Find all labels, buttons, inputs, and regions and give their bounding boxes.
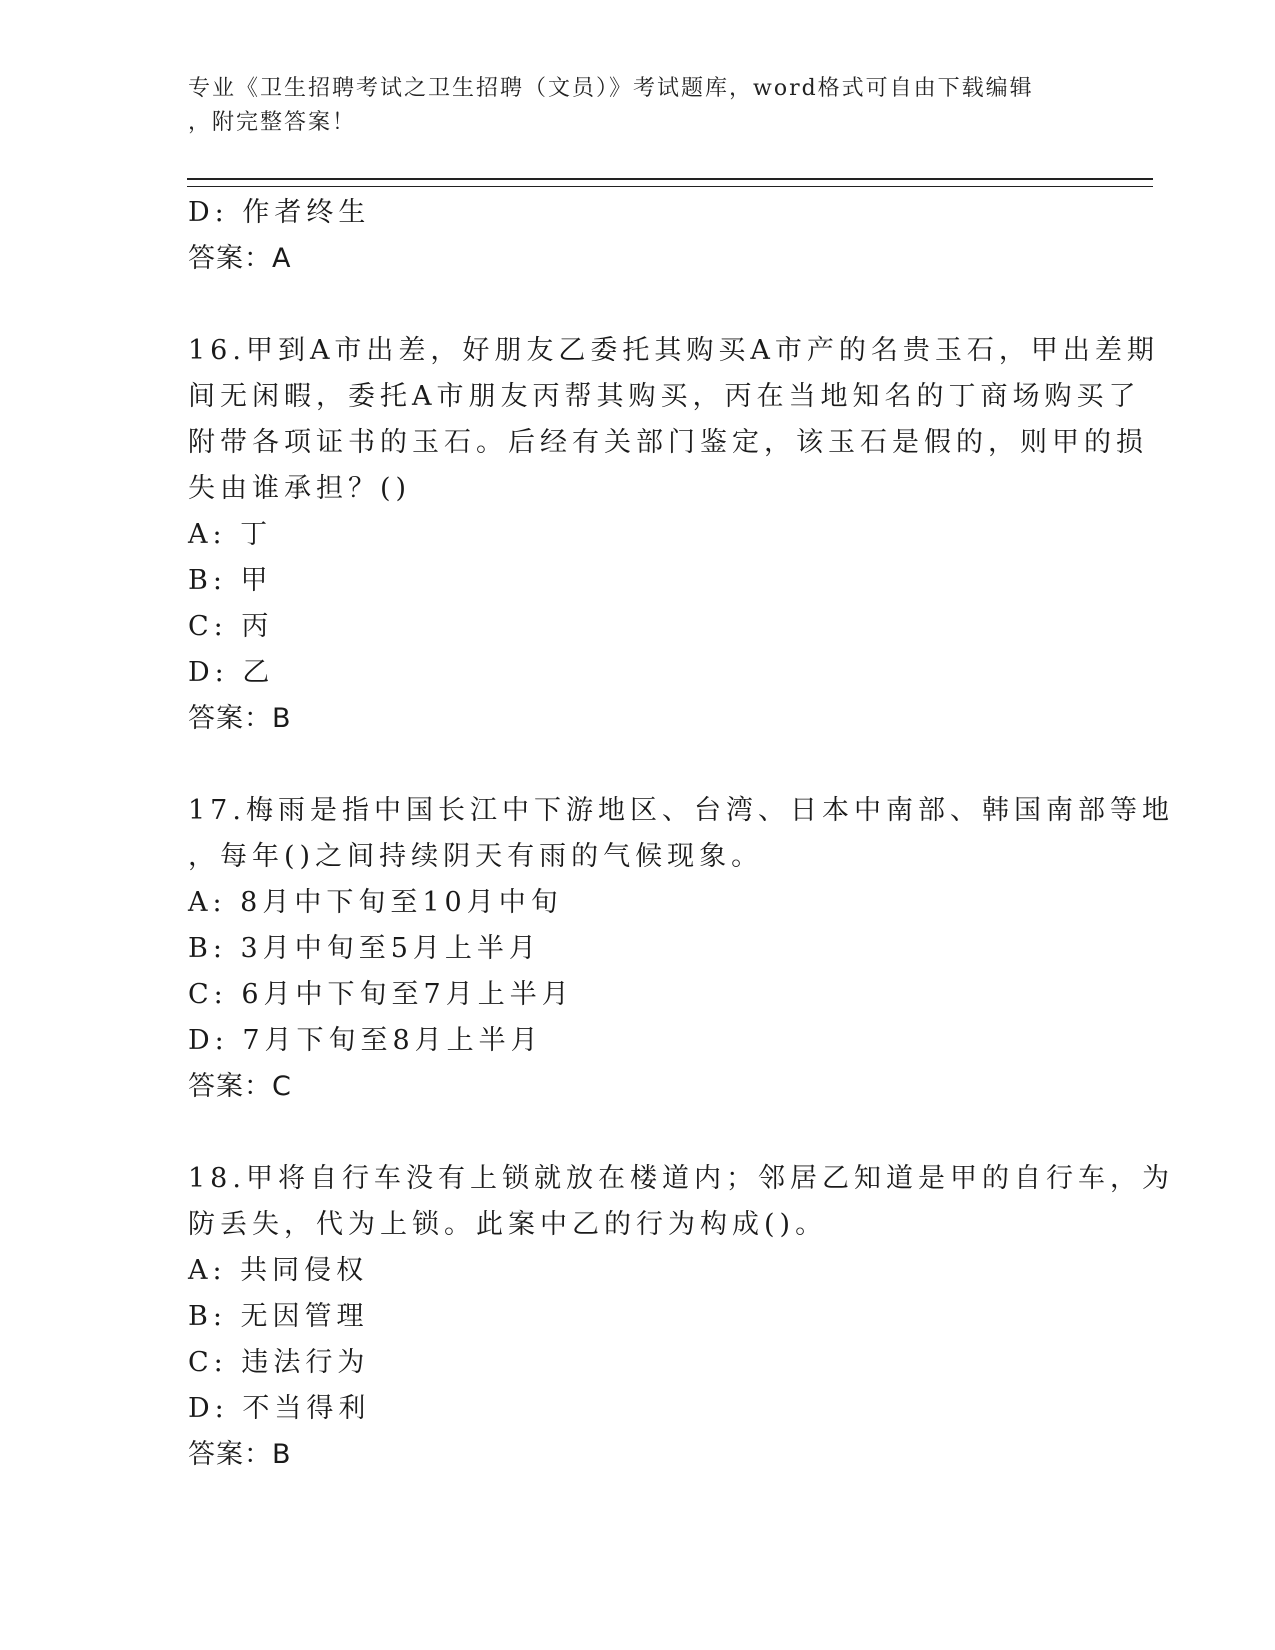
option-b: B: 甲: [188, 565, 273, 596]
header-line-2: ，附完整答案！: [188, 110, 357, 135]
option-d: D: 7月下旬至8月上半月: [188, 1025, 543, 1056]
option-c: C: 丙: [188, 611, 274, 642]
stem-line: 17.梅雨是指中国长江中下游地区、台湾、日本中南部、韩国南部等地: [188, 795, 1174, 826]
answer-line: 答案：C: [188, 1071, 292, 1102]
option-c: C: 6月中下旬至7月上半月: [188, 979, 574, 1010]
stem-line: 附带各项证书的玉石。后经有关部门鉴定，该玉石是假的，则甲的损: [188, 427, 1148, 458]
question-stem: [188, 328, 1159, 512]
stem-line: 间无闲暇，委托A市朋友丙帮其购买，丙在当地知名的丁商场购买了: [188, 381, 1141, 412]
header-double-rule: [187, 178, 1153, 187]
option-d: D: 作者终生: [188, 197, 371, 228]
option-c: C: 违法行为: [188, 1347, 370, 1378]
stem-line: ，每年()之间持续阴天有雨的气候现象。: [188, 841, 764, 872]
question-18: [188, 1156, 1174, 1478]
page-header: [188, 72, 1068, 140]
stem-line: 18.甲将自行车没有上锁就放在楼道内；邻居乙知道是甲的自行车，为: [188, 1163, 1174, 1194]
option-d: D: 不当得利: [188, 1393, 371, 1424]
stem-line: 16.甲到A市出差，好朋友乙委托其购买A市产的名贵玉石，甲出差期: [188, 335, 1159, 366]
question-16: [188, 328, 1159, 742]
answer-line: 答案：B: [188, 703, 292, 734]
answer-line: 答案：B: [188, 1439, 292, 1470]
question-stem: [188, 788, 1174, 880]
option-a: A: 丁: [188, 519, 273, 550]
option-a: A: 共同侵权: [188, 1255, 369, 1286]
header-line-1: 专业《卫生招聘考试之卫生招聘（文员）》考试题库，word格式可自由下载编辑: [188, 76, 1034, 101]
previous-question-tail: [188, 190, 1088, 282]
stem-line: 防丢失，代为上锁。此案中乙的行为构成()。: [188, 1209, 828, 1240]
option-a: A: 8月中下旬至10月中旬: [188, 887, 563, 918]
option-d: D: 乙: [188, 657, 275, 688]
document-body: [188, 190, 1174, 1478]
option-b: B: 无因管理: [188, 1301, 369, 1332]
question-stem: [188, 1156, 1174, 1248]
stem-line: 失由谁承担？(): [188, 473, 412, 504]
answer-line: 答案：A: [188, 243, 292, 274]
option-b: B: 3月中旬至5月上半月: [188, 933, 541, 964]
question-17: [188, 788, 1174, 1110]
